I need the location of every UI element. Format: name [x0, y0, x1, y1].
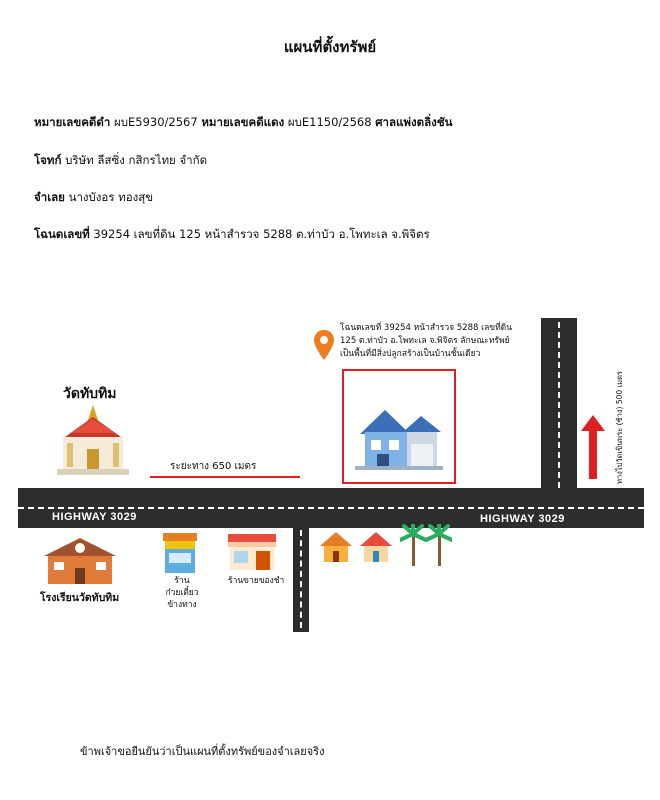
red-case-value: ผบE1150/2568	[287, 115, 372, 129]
property-note-line: เป็นพื้นที่มีสิ่งปลูกสร้างเป็นบ้านชั้นเดียว	[340, 349, 481, 359]
page-title: แผนที่ตั้งทรัพย์	[283, 38, 377, 56]
distance-label: ระยะทาง 650 เมตร	[170, 461, 257, 472]
defendant-value: นางบังอร ทองสุข	[68, 190, 154, 204]
property-note	[340, 322, 512, 361]
school-icon	[44, 536, 116, 586]
defendant-line	[34, 189, 153, 207]
house-icon	[355, 402, 445, 472]
house-icon	[320, 532, 352, 562]
court-name: ศาลแพ่งตลิ่งชัน	[375, 115, 453, 129]
black-case-label: หมายเลขคดีดำ	[34, 115, 111, 129]
defendant-label: จำเลย	[34, 190, 65, 204]
highway-label-right: HIGHWAY 3029	[480, 513, 565, 525]
side-road-lower-marking	[300, 530, 302, 628]
plaintiff-label: โจทก์	[34, 153, 62, 167]
deed-value: 39254 เลขที่ดิน 125 หน้าสำรวจ 5288 ต.ท่าบัว อ.โพทะเล จ.พิจิตร	[93, 227, 430, 241]
footer-statement: ข้าพเจ้าขอยืนยันว่าเป็นแผนที่ตั้งทรัพย์ของจำเลยจริง	[80, 745, 325, 758]
palm-tree-icon	[426, 524, 452, 566]
distance-line	[150, 476, 300, 478]
plaintiff-value: บริษัท ลีสซิ่ง กสิกรไทย จำกัด	[65, 153, 208, 167]
noodle-shop-label-line: ร้านก๋วยเตี๋ยว	[165, 576, 199, 598]
location-pin-icon	[314, 330, 334, 360]
deed-label: โฉนดเลขที่	[34, 227, 90, 241]
black-case-value: ผบE5930/2567	[113, 115, 198, 129]
direction-label: ทางไปวัดเขินพระ (ซ้าง) 500 เมตร	[615, 371, 624, 484]
temple-label: วัดทับทิม	[63, 386, 117, 402]
red-case-label: หมายเลขคดีแดง	[201, 115, 285, 129]
direction-arrow-icon	[581, 415, 605, 479]
side-road-right-marking	[558, 322, 560, 488]
palm-tree-icon	[400, 524, 426, 566]
case-number-line	[34, 114, 452, 132]
highway-lane-marking	[18, 507, 644, 509]
house-icon	[360, 532, 392, 562]
school-label: โรงเรียนวัดทับทิม	[40, 592, 120, 604]
property-note-line: โฉนดเลขที่ 39254 หน้าสำรวจ 5288 เลขที่ดิน	[340, 323, 513, 333]
grocery-label: ร้านขายของชำ	[228, 576, 285, 586]
plaintiff-line	[34, 152, 207, 170]
highway-label-left: HIGHWAY 3029	[52, 511, 137, 523]
deed-line	[34, 226, 430, 244]
noodle-shop-label	[160, 575, 204, 611]
grocery-store-icon	[228, 534, 276, 570]
property-note-line: 125 ต.ท่าบัว อ.โพทะเล จ.พิจิตร ลักษณะทรัพย์	[340, 336, 510, 346]
temple-icon	[53, 405, 133, 477]
noodle-shop-icon	[163, 533, 197, 573]
noodle-shop-label-line: ข้างทาง	[167, 600, 197, 610]
